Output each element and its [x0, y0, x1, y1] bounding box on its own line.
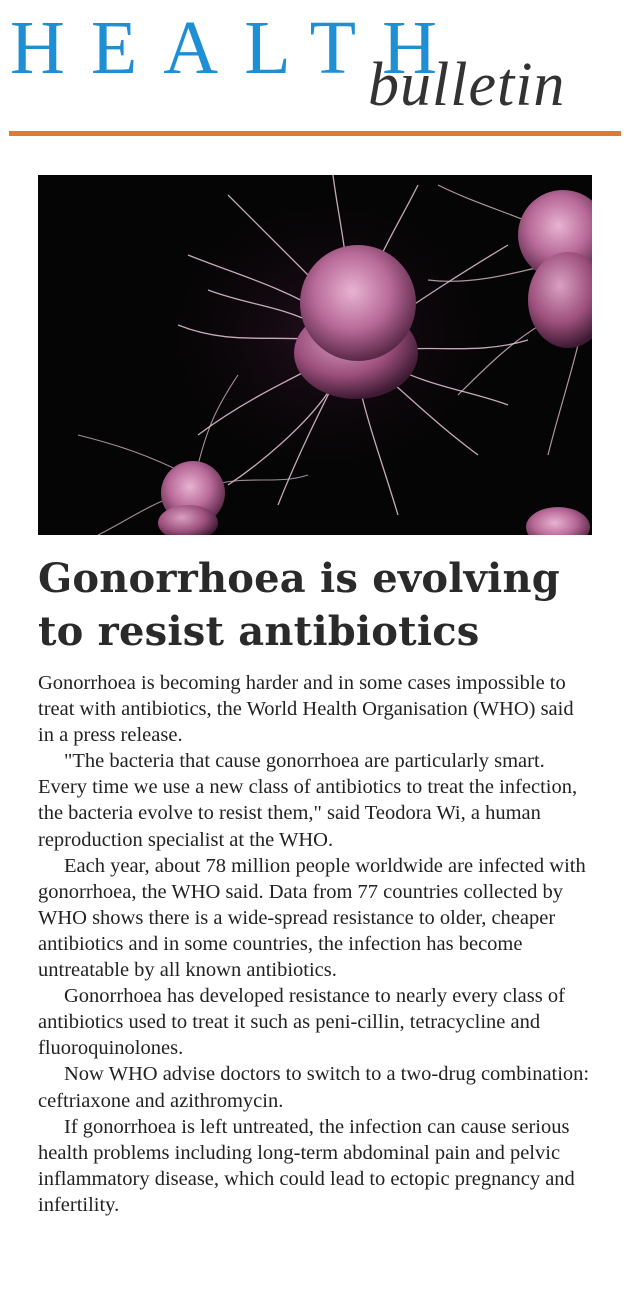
article-body: [38, 670, 590, 1218]
article-paragraph-1: Gonorrhoea is becoming harder and in some cases impossible to treat with antibiotics, the World Health Organisation (WHO) said in a press release.: [38, 672, 574, 747]
bacteria-illustration: [38, 175, 592, 535]
masthead: [0, 0, 629, 140]
headline-line-1: Gonorrhoea is evolving: [38, 555, 560, 602]
article-paragraph-4: Gonorrhoea has developed resistance to nearly every class of antibiotics used to treat it such as peni-cillin, tetracycline and fluoroquinolones.: [38, 985, 565, 1060]
masthead-divider: [9, 131, 621, 136]
article-paragraph-6: If gonorrhoea is left untreated, the infection can cause serious health problems including long-term abdominal pain and pelvic inflammatory disease, which could lead to ectopic pregnancy and infertility.: [38, 1115, 575, 1216]
article-paragraph-3: Each year, about 78 million people worldwide are infected with gonorrhoea, the WHO said. Data from 77 countries collected by WHO shows there is a wide-spread resistance to older, cheaper antibiotics and in some countries, the infection has become untreatable by all known antibiotics.: [38, 854, 586, 982]
article-paragraph-2: "The bacteria that cause gonorrhoea are particularly smart. Every time we use a new class of antibiotics to treat the infection, the bacteria evolve to resist them," said Teodora Wi, a human reproduction specialist at the WHO.: [38, 750, 578, 851]
article-headline: [38, 552, 608, 658]
article-paragraph-5: Now WHO advise doctors to switch to a two-drug combination: ceftriaxone and azithromycin.: [38, 1063, 590, 1112]
bacteria-photo: [38, 175, 592, 535]
masthead-title: HEALTH: [10, 6, 463, 90]
headline-line-2: to resist antibiotics: [38, 608, 480, 655]
masthead-subtitle: bulletin: [368, 51, 566, 119]
